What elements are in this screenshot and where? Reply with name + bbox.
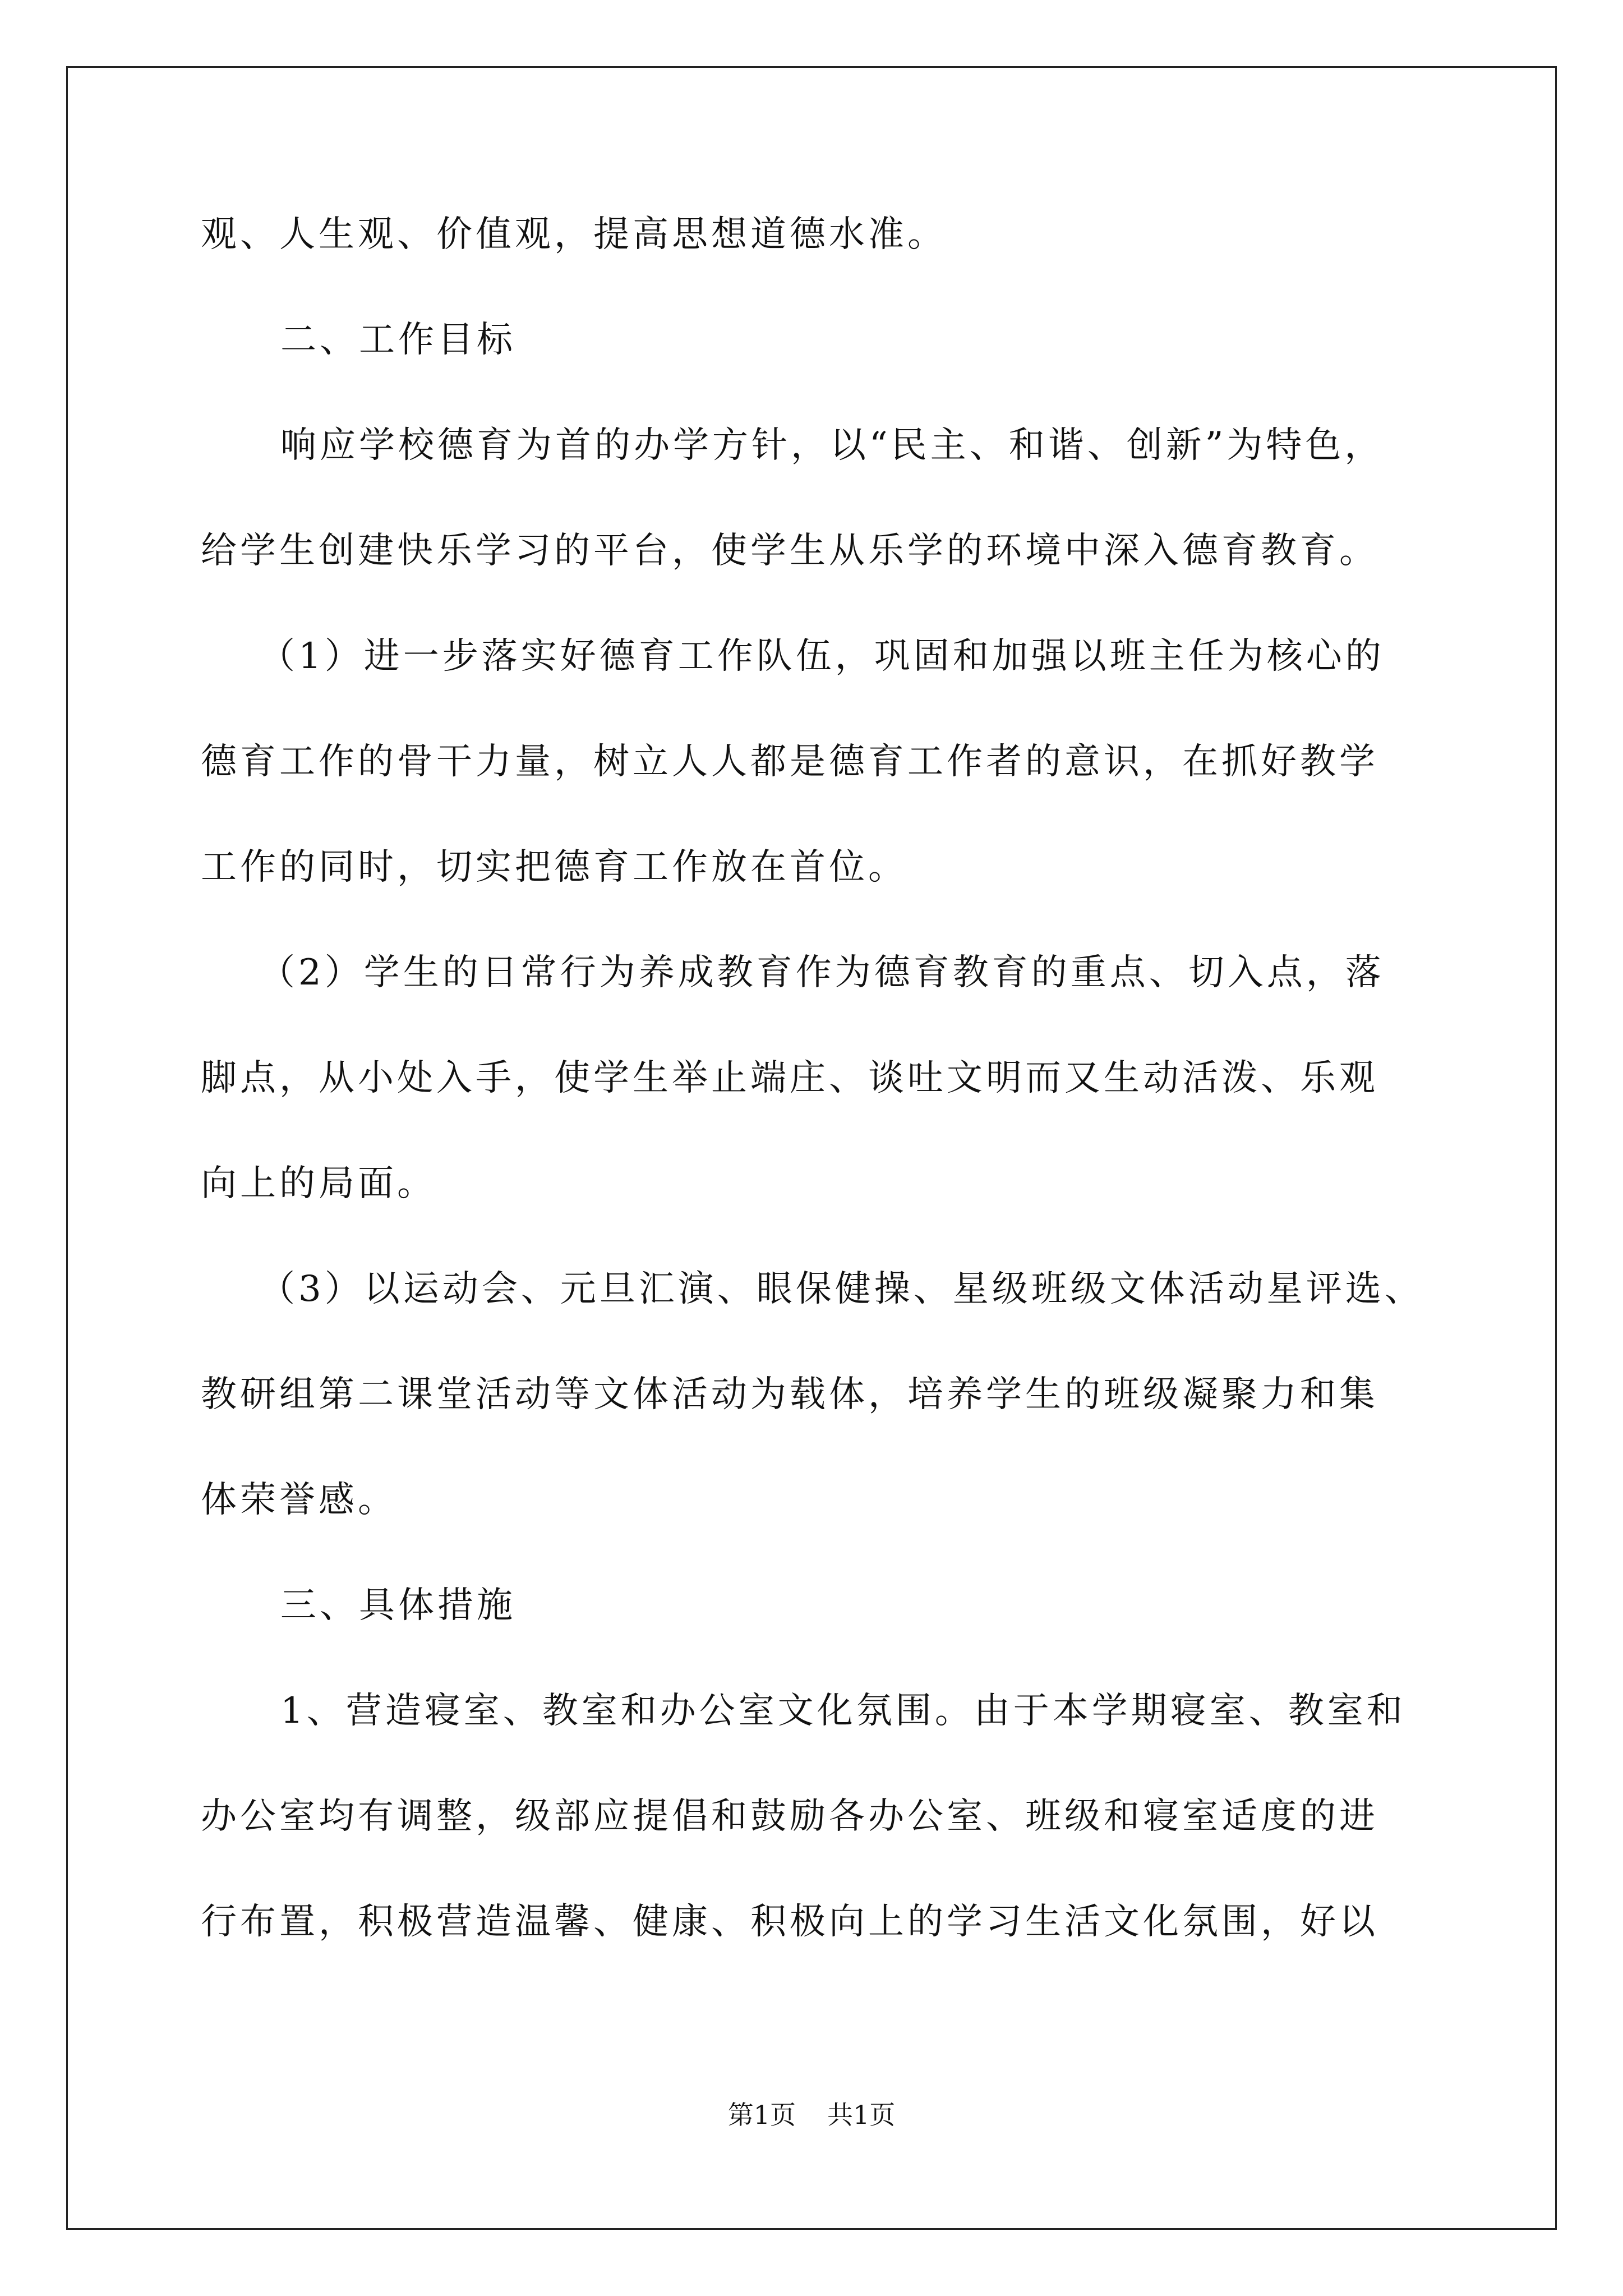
section-heading: 三、具体措施 — [280, 1585, 516, 1626]
text-line: （2）学生的日常行为养成教育作为德育教育的重点、切入点，落 — [259, 952, 1385, 993]
text-line: 体荣誉感。 — [201, 1479, 397, 1521]
text-line: 向上的局面。 — [201, 1163, 436, 1204]
page-number: 第1页 — [727, 2100, 796, 2130]
document-body — [201, 206, 1435, 1999]
page-total: 共1页 — [827, 2100, 896, 2130]
text-line: 给学生创建快乐学习的平台，使学生从乐学的环境中深入德育教育。 — [201, 530, 1378, 572]
text-line: （3）以运动会、元旦汇演、眼保健操、星级班级文体活动星评选、 — [259, 1268, 1424, 1310]
text-line: 行布置，积极营造温馨、健康、积极向上的学习生活文化氛围，好以 — [201, 1901, 1378, 1943]
text-line: （1）进一步落实好德育工作队伍，巩固和加强以班主任为核心的 — [259, 636, 1385, 677]
text-line: 脚点，从小处入手，使学生举止端庄、谈吐文明而又生动活泼、乐观 — [201, 1057, 1378, 1099]
text-line: 响应学校德育为首的办学方针，以“民主、和谐、创新”为特色， — [280, 425, 1384, 466]
page-footer — [0, 2098, 1623, 2132]
text-line: 工作的同时，切实把德育工作放在首位。 — [201, 846, 907, 888]
text-line: 德育工作的骨干力量，树立人人都是德育工作者的意识，在抓好教学 — [201, 741, 1378, 783]
text-line: 观、人生观、价值观，提高思想道德水准。 — [201, 214, 947, 255]
text-line: 办公室均有调整，级部应提倡和鼓励各办公室、班级和寝室适度的进 — [201, 1796, 1378, 1837]
text-line: 1、营造寝室、教室和办公室文化氛围。由于本学期寝室、教室和 — [280, 1690, 1406, 1732]
text-line: 教研组第二课堂活动等文体活动为载体，培养学生的班级凝聚力和集 — [201, 1374, 1378, 1415]
section-heading: 二、工作目标 — [280, 319, 516, 361]
